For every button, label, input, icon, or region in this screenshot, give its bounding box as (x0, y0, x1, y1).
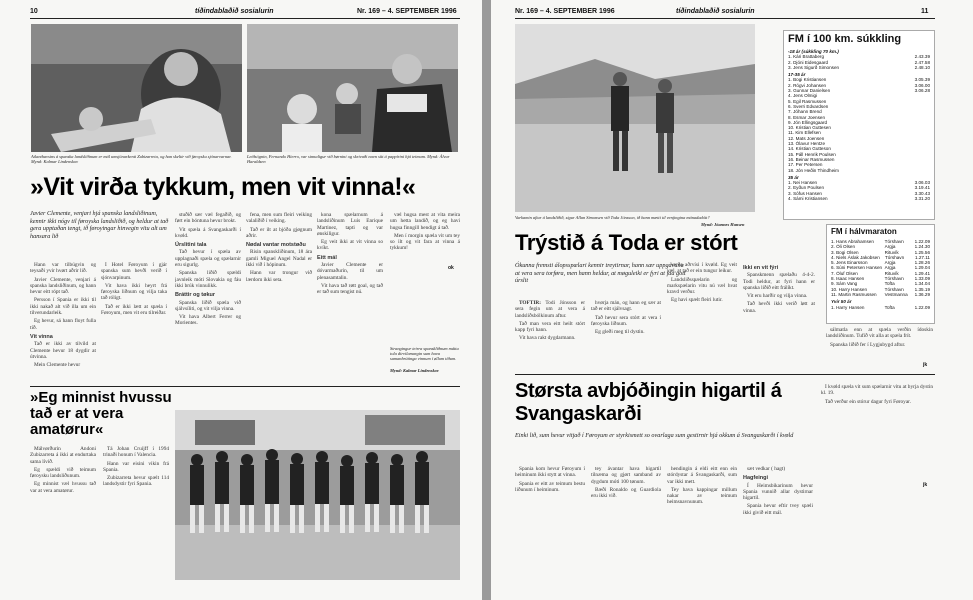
paragraph: stuðið sær væl fegaðið, og ført ein bóntuna hevur brokt. (175, 212, 241, 225)
dateline: TOFTIR: (519, 300, 541, 306)
main-headline: »Vit virða tykkum, men vit vinna!« (30, 173, 416, 201)
photo-caption-left: Atlanthavsins á spanska landsliðinum er mál umsjónarkenti Zubizarreta, og han skeltir við føroysku sjónarvarnar. Mynd: Kalmar Lindenskov (31, 154, 232, 164)
results-club: Rituvík (884, 249, 899, 255)
paragraph: Persson í Spania er ikki til ikki nakað alt við illa um ein tilverundarleik. (30, 297, 96, 317)
article-column-4 (246, 212, 312, 382)
photo-autograph-image (247, 24, 458, 152)
bottom-column-1 (515, 466, 585, 594)
results-name: 5. Jens Einarsson (831, 260, 868, 266)
page-number-left: 10 (30, 8, 38, 15)
article-column-3 (667, 262, 737, 370)
results-time: 3.06.03 (914, 180, 930, 186)
paragraph: Spania hevur eftir tvey spæli ikki givið eitt mál. (743, 503, 813, 516)
paragraph: Tað hevði ikki verið løtt at vinna. (743, 301, 815, 314)
bottom-column-4 (743, 466, 813, 594)
results-name: 7. Jóhann Brend (788, 109, 822, 115)
results-time: 1.22.09 (914, 304, 930, 310)
results-name: 9. Sám Vang (831, 281, 858, 287)
paragraph: Eg havi spælt fleiri lutir. (671, 297, 723, 304)
results-club: Tórshavn (884, 276, 904, 282)
page-number-right: 11 (921, 8, 929, 15)
results-time: 3.06.00 (914, 82, 930, 88)
paragraph: Spanska liðið spæla við sjálvsíliti, og vit vilja vinna. (175, 299, 241, 312)
results-time: 1.33.09 (914, 276, 930, 282)
paragraph: Spania kom hevur Føroyum í heiminum ikki stytt at vinna. (515, 466, 585, 479)
results-box-body (784, 47, 934, 201)
paragraph: Vit spæla á Svangaskarði í kvøld. (175, 226, 241, 239)
bottom-column-3 (667, 466, 737, 594)
paragraph: Í Heimsbikarinum hevur Spania vunnið allar dystirnar higartil. (743, 482, 813, 502)
paragraph: hendingin á eldi eitt enn ein stórdystar á Svangaskarði, sum var ikki mett. (667, 466, 737, 485)
paragraph: Landsliðsspælarin og markspælarin vitu nú væl hvat kravd verður. (667, 276, 737, 296)
results-club: Tórshavn (884, 286, 904, 292)
section-rule (30, 386, 460, 387)
results-name: 16. Beinar Rasmussen (788, 156, 835, 162)
results-time: 1.29.04 (914, 265, 930, 271)
paragraph: Javier Clemente, venjari á spanska landsliðinum, og hann hevur eitt rópt tað. (30, 276, 96, 296)
results-name: 2. Rógvi Johansen (788, 82, 827, 88)
paragraph: Eg veit ikki at vit vinna so kvíkt. (317, 239, 383, 252)
results-name: 14. Kristian Gutteson (788, 146, 831, 152)
results-time: 1.22.09 (914, 239, 930, 244)
results-row (784, 196, 934, 201)
article-column-1 (515, 300, 585, 370)
results-group-label: 35 ár (788, 174, 799, 180)
results-name: 8. Esmar Joensen (788, 114, 826, 120)
results-name: 4. Jens Olmigi (788, 93, 818, 99)
results-name: 3. Bogi Olsen (831, 249, 859, 255)
paragraph: Tað verður ein stórur dagur fyri Føroyar. (825, 398, 911, 405)
signature: jk (923, 482, 928, 488)
results-name: 2. Eyðun Poulsen (788, 185, 825, 191)
paragraph: tey ávantar hava higartil tilnæma og gjørt samband av dygdum móti 100 tønum. (591, 466, 661, 485)
paragraph: Eg spældi við teimum føroysku landsliðunum. (30, 466, 96, 480)
paragraph: sálmatla enn at spæla verðin ídoskin landsliðinum. Tufið vit alla at spæla frít. (826, 327, 933, 340)
results-name: 11. Martin Rasmussen (831, 291, 877, 297)
photo-toda-image (515, 24, 755, 212)
results-name: 2. Óli Olsen (831, 244, 855, 250)
results-name: 3. Gunnar Danielsen (788, 88, 831, 94)
results-time: 3.06.28 (914, 88, 930, 94)
article-column-3 (175, 212, 241, 382)
results-time: 1.28.26 (914, 260, 930, 266)
photo-caption: Varkamin aftur á landsliðið, sigur Allan Simonsen við Toda Jónsson, ið hann mætti til venjingina mánadadótt? (515, 215, 710, 220)
results-name: 4. Niels Áslak Jakobsen (831, 254, 880, 260)
bottom-lead: Einki lið, sum hevur vitjað í Føroyum er styrkismett so ovarlaga sum gestirnir hjá okkum á Svangaskarði í kvøld (515, 432, 794, 439)
results-name: 3. Sófus Hansen (788, 190, 822, 196)
section-rule (515, 374, 935, 375)
paragraph: Spanskmenn spælaðu 4-4-2. Todi heldur, at fyri hann er spanska liðið eitt frálíkt. (743, 272, 815, 291)
results-club: Argja (884, 260, 896, 266)
results-time: 3.31.20 (914, 196, 930, 202)
results-name: 10. Kristian Guttesen (788, 125, 831, 131)
paragraph: Zubizarreta hevur spælt 114 landsdystir fyri Spania. (103, 475, 169, 488)
article-column-5 (317, 212, 383, 382)
article-column-2 (101, 262, 167, 380)
article-column-2 (591, 300, 661, 370)
paragraph: Spanska liðið spældi javnleik móti Slovakia og fáu ikki brúk vinnulikk. (175, 270, 241, 289)
paragraph: Eg gleði meg til dystin. (595, 329, 645, 336)
paragraph: Mein Clemente hevur (34, 362, 81, 369)
masthead-right: tíðindablaðið sosialurin (676, 8, 755, 15)
paragraph: Eg minnist væl hvussu tað var at vera amatørur. (30, 481, 96, 494)
photo-credit: Mynd: Jóannes Hansen (701, 222, 745, 227)
issue-left: Nr. 169 – 4. SEPTEMBER 1996 (357, 8, 457, 15)
results-group-label: Yvir 50 ár (831, 299, 852, 305)
results-club: Argja (884, 244, 896, 250)
results-time: 1.25.56 (914, 249, 930, 255)
paragraph: Málvørðurin Andoni Zubizarreta á ikki at endurtaka sama lívið. (30, 446, 96, 465)
paragraph: Vit eru harðir og vilja vinna. (747, 293, 808, 300)
results-name: 7. Óluf Olsen (831, 270, 858, 276)
paragraph: kona spælarnum á landsliðinum Luis Enrique Martinez, tapti og var ønskiligur. (317, 212, 383, 237)
left-page (0, 0, 482, 600)
results-name: 3. Jens Sigurð Simonsen (788, 64, 840, 70)
results-name: 2. Djóni Eidesgaard (788, 59, 829, 65)
results-box-halfmarathon (826, 224, 935, 324)
results-row (827, 305, 934, 310)
masthead-left: tíðindablaðið sosialurin (195, 8, 274, 15)
photo-team-image (175, 410, 460, 580)
results-name: 17. Per Petersen (788, 162, 823, 168)
results-club: Argja (884, 265, 896, 271)
paragraph: Hann var trongur við lærdom ikki seta. (246, 270, 312, 283)
results-name: 12. Mats Joensen (788, 135, 825, 141)
results-club: Vestmanna (884, 291, 908, 297)
bottom-column-5 (821, 384, 933, 514)
paragraph: Tað hevur í spæla av upplagnaði spæla og spælarnir eru sigurlg. (175, 249, 241, 269)
results-time: 2.47.58 (914, 59, 930, 65)
results-box-cycling (783, 30, 935, 220)
paragraph: Vit hava ikki heyrt frá føroyska liðnum og vilja taka tað róligt. (101, 282, 167, 302)
results-time: 1.36.29 (914, 291, 930, 297)
paragraph: Vit hava tað røtt goal, og tað er tað sum tengist nú. (317, 282, 383, 296)
issue-right: Nr. 169 – 4. SEPTEMBER 1996 (515, 8, 615, 15)
paragraph (515, 300, 585, 319)
results-club: Tórshavn (884, 239, 904, 244)
results-box-title: FM í hálvmaraton (831, 227, 897, 236)
second-headline: »Eg minnist hvussu tað er at vera amatørur« (30, 389, 172, 438)
results-time: 2.48.10 (914, 64, 930, 70)
paragraph: Hann var eisini vikin frá Spania. (103, 460, 169, 473)
header-rule-left (30, 18, 460, 19)
paragraph: Tað er ikki av tilvild at Clemente hevur 18 dygdir at útvinna. (30, 341, 96, 360)
photo-autograph (247, 24, 458, 152)
paragraph: Spanska liðið fer í Lygjubygd aftur. (830, 341, 906, 348)
paragraph: hvørja mán, og hann eg sær at tað er eitt sjálvsagt. (591, 300, 661, 313)
results-name: 5. Egil Rasmussen (788, 98, 827, 104)
subheading: Ikki en vit fýri (743, 265, 779, 271)
results-name: 10. Harry Hansen (831, 286, 868, 292)
article-column-4 (743, 262, 815, 370)
results-name: 6. Súni Petersen Hansen (831, 265, 883, 271)
results-name: 8. Isaac Hansen (831, 276, 865, 282)
results-time: 3.19.41 (914, 185, 930, 191)
results-name: 1. Harry Hansen (831, 304, 865, 310)
paragraph: Javier Clemente er dóvarmaðurin, til um plenasamtalin. (317, 262, 383, 281)
box-text (826, 327, 933, 363)
bottom-headline: Størsta avbjóðingin higartil á Svangaskarði (515, 380, 782, 425)
results-box-body (827, 239, 934, 310)
photo-team (175, 410, 460, 580)
results-club: Tofta (884, 281, 895, 287)
paragraph: Vit hava Albert Ferrer og Morientes. (175, 314, 241, 327)
second-column-2 (103, 446, 169, 596)
subheading: Hagfeingi (743, 475, 769, 482)
results-row (827, 292, 934, 297)
results-name: 1. Nei Hansen (788, 180, 818, 186)
subheading: Bráttir og tøkur (175, 292, 216, 299)
results-group-label: -18 ár (súkkling 70 km.) (788, 49, 839, 54)
results-club: Tofta (884, 304, 895, 310)
photo-goalkeeper-image (31, 24, 242, 152)
signature: ok (448, 265, 454, 271)
small-caption: Strangingur teirra spanskliðnum máttu tola dirvilamargin sum hava samanbrútinga vinnum í øllum tíðum. (390, 346, 459, 361)
paragraph: Tá Johan Cruijff í 1994 trinaði honum í Valencia. (103, 446, 169, 459)
paragraph: væl hugsa mest at vita meira um hetta landið, og eg havi hugsa finngill hendigt á tað. (390, 212, 460, 231)
small-caption-credit: Mynd: Kalmar Lindenskov (390, 368, 439, 373)
results-box-title: FM í 100 km. súkkling (788, 33, 902, 45)
subheading: Nødal vantar motstøðu (246, 242, 306, 249)
paragraph: Tað er ikki lætt at spæla í Føroyum, men vit eru tilreiðar. (101, 303, 167, 317)
results-name: 1. Kári Brattaberg (788, 54, 825, 60)
main-lead: Ókunna fremsti álopsspælari kennir treytirnar, hann sær uppgávuna at vera sera torføra, men hann heldur, at møguleiki er fyri at fáa gott úrslit (515, 262, 686, 285)
photo-toda (515, 24, 755, 212)
results-name: 11. Kim Ellefsen (788, 130, 821, 136)
results-time: 1.35.19 (914, 286, 930, 292)
results-name: 18. Jón Heðin Thindheim (788, 167, 839, 173)
paragraph: Eg hevur, sá hann floyt fulla tíð. (30, 318, 96, 331)
paragraph: Spania er eitt av teimum bestu liðunum í heiminum. (515, 480, 585, 493)
results-club: Rituvík (884, 270, 899, 276)
results-club: Tórshavn (885, 254, 905, 260)
results-time: 1.24.30 (914, 244, 930, 250)
results-time: 1.29.41 (914, 270, 930, 276)
results-name: 1. Bogi Kristiansen (788, 77, 827, 83)
article-column-6 (390, 212, 460, 272)
paragraph: Hann var tilbúgvin og teysaði yvir hvørt aðrir lið. (30, 262, 96, 275)
paragraph-text: Todi Jónsson er sera fegin um at vera á landsliðsbólkinum aftur. (515, 300, 585, 319)
paragraph: Tey hava kappingar millum nakar av teimum heimsnavnunum. (667, 486, 737, 506)
photo-goalkeeper (31, 24, 242, 152)
main-lead: Javier Clemente, venjari hjá spanska landsliðinum, kennir ikki nógv til føroyska landsliðið, og heldur at tað gera upptaðan tengt, ið føroyingar hinvegin vitu alt um hansara lið (30, 210, 169, 240)
paragraph: Í kvøld spæla vit sum spælarnir vitu at byrja dystin kl. 19. (821, 384, 933, 397)
bottom-column-2 (591, 466, 661, 594)
paragraph: Í Hotel Føroyum í gjár spanska sum hevði verið í sjónvarpinum. (101, 262, 167, 281)
results-name: 4. Sámi Kristiansen (788, 196, 828, 202)
right-page (491, 0, 973, 600)
paragraph: Men í morgin spæla vit um tey so ilt og vit fara at vinna á tykkum! (390, 232, 460, 252)
main-headline: Trýstið á Toda er stórt (515, 230, 738, 255)
paragraph: Bæði Ronaldo og Guardiola eru ikki við. (591, 486, 661, 500)
subheading: Eitt mál (317, 254, 337, 261)
paragraph: Vit hava rakt dygdarmann. (519, 335, 576, 342)
results-name: 15. Páll Henrik Poulsen (788, 151, 836, 157)
header-rule-right (515, 18, 935, 19)
results-time: 1.27.11 (915, 254, 930, 260)
subheading: Vit vinna (30, 333, 53, 340)
results-time: 3.30.43 (914, 190, 930, 196)
results-name: 13. Ólavur Hentze (788, 141, 826, 147)
results-group-label: 17-35 ár (788, 72, 806, 78)
paragraph: Tað hevur sera stórt at vera í føroyska liðnum. (591, 314, 661, 327)
results-time: 3.05.39 (914, 77, 930, 83)
photo-caption-right: Leiðsögnin, Fernando Hierro, var sinnaligur við børnini og skrivaði navn sítt á pappírini hjá teimum. Mynd: Álvur Haraldsen (247, 154, 450, 164)
paragraph: verða aðrvísi í kvøld. Eg veit væl, at tað er ein tungur leikur. (667, 262, 737, 275)
second-column-1 (30, 446, 96, 596)
results-name: 6. Sverri Edvardsen (788, 103, 829, 109)
paragraph: sæt vedkar ( hagt) (747, 466, 786, 472)
subheading: Úrslitini tala (175, 242, 207, 249)
signature: jk (923, 362, 928, 368)
paragraph: Risin spanskliðinum, 18 ára gamli Miguel Angel Nadal er ikki við í hópinum. (246, 249, 312, 269)
results-time: 1.34.04 (914, 281, 930, 287)
paragraph: Tað er ilt at bjóða gjøgnum aðrir. (246, 226, 312, 239)
article-column-1 (30, 262, 96, 380)
paragraph: Tað man vera eitt heilt stórt kapp fyri hann. (515, 320, 585, 334)
results-name: 9. Jón Ellingsgaard (788, 119, 828, 125)
results-time: 2.43.39 (914, 54, 930, 60)
paragraph: fena, men sum fleiri veiking valaliðið í veiking. (246, 212, 312, 225)
results-name: 1. Hans Abrahamsen (831, 239, 874, 244)
